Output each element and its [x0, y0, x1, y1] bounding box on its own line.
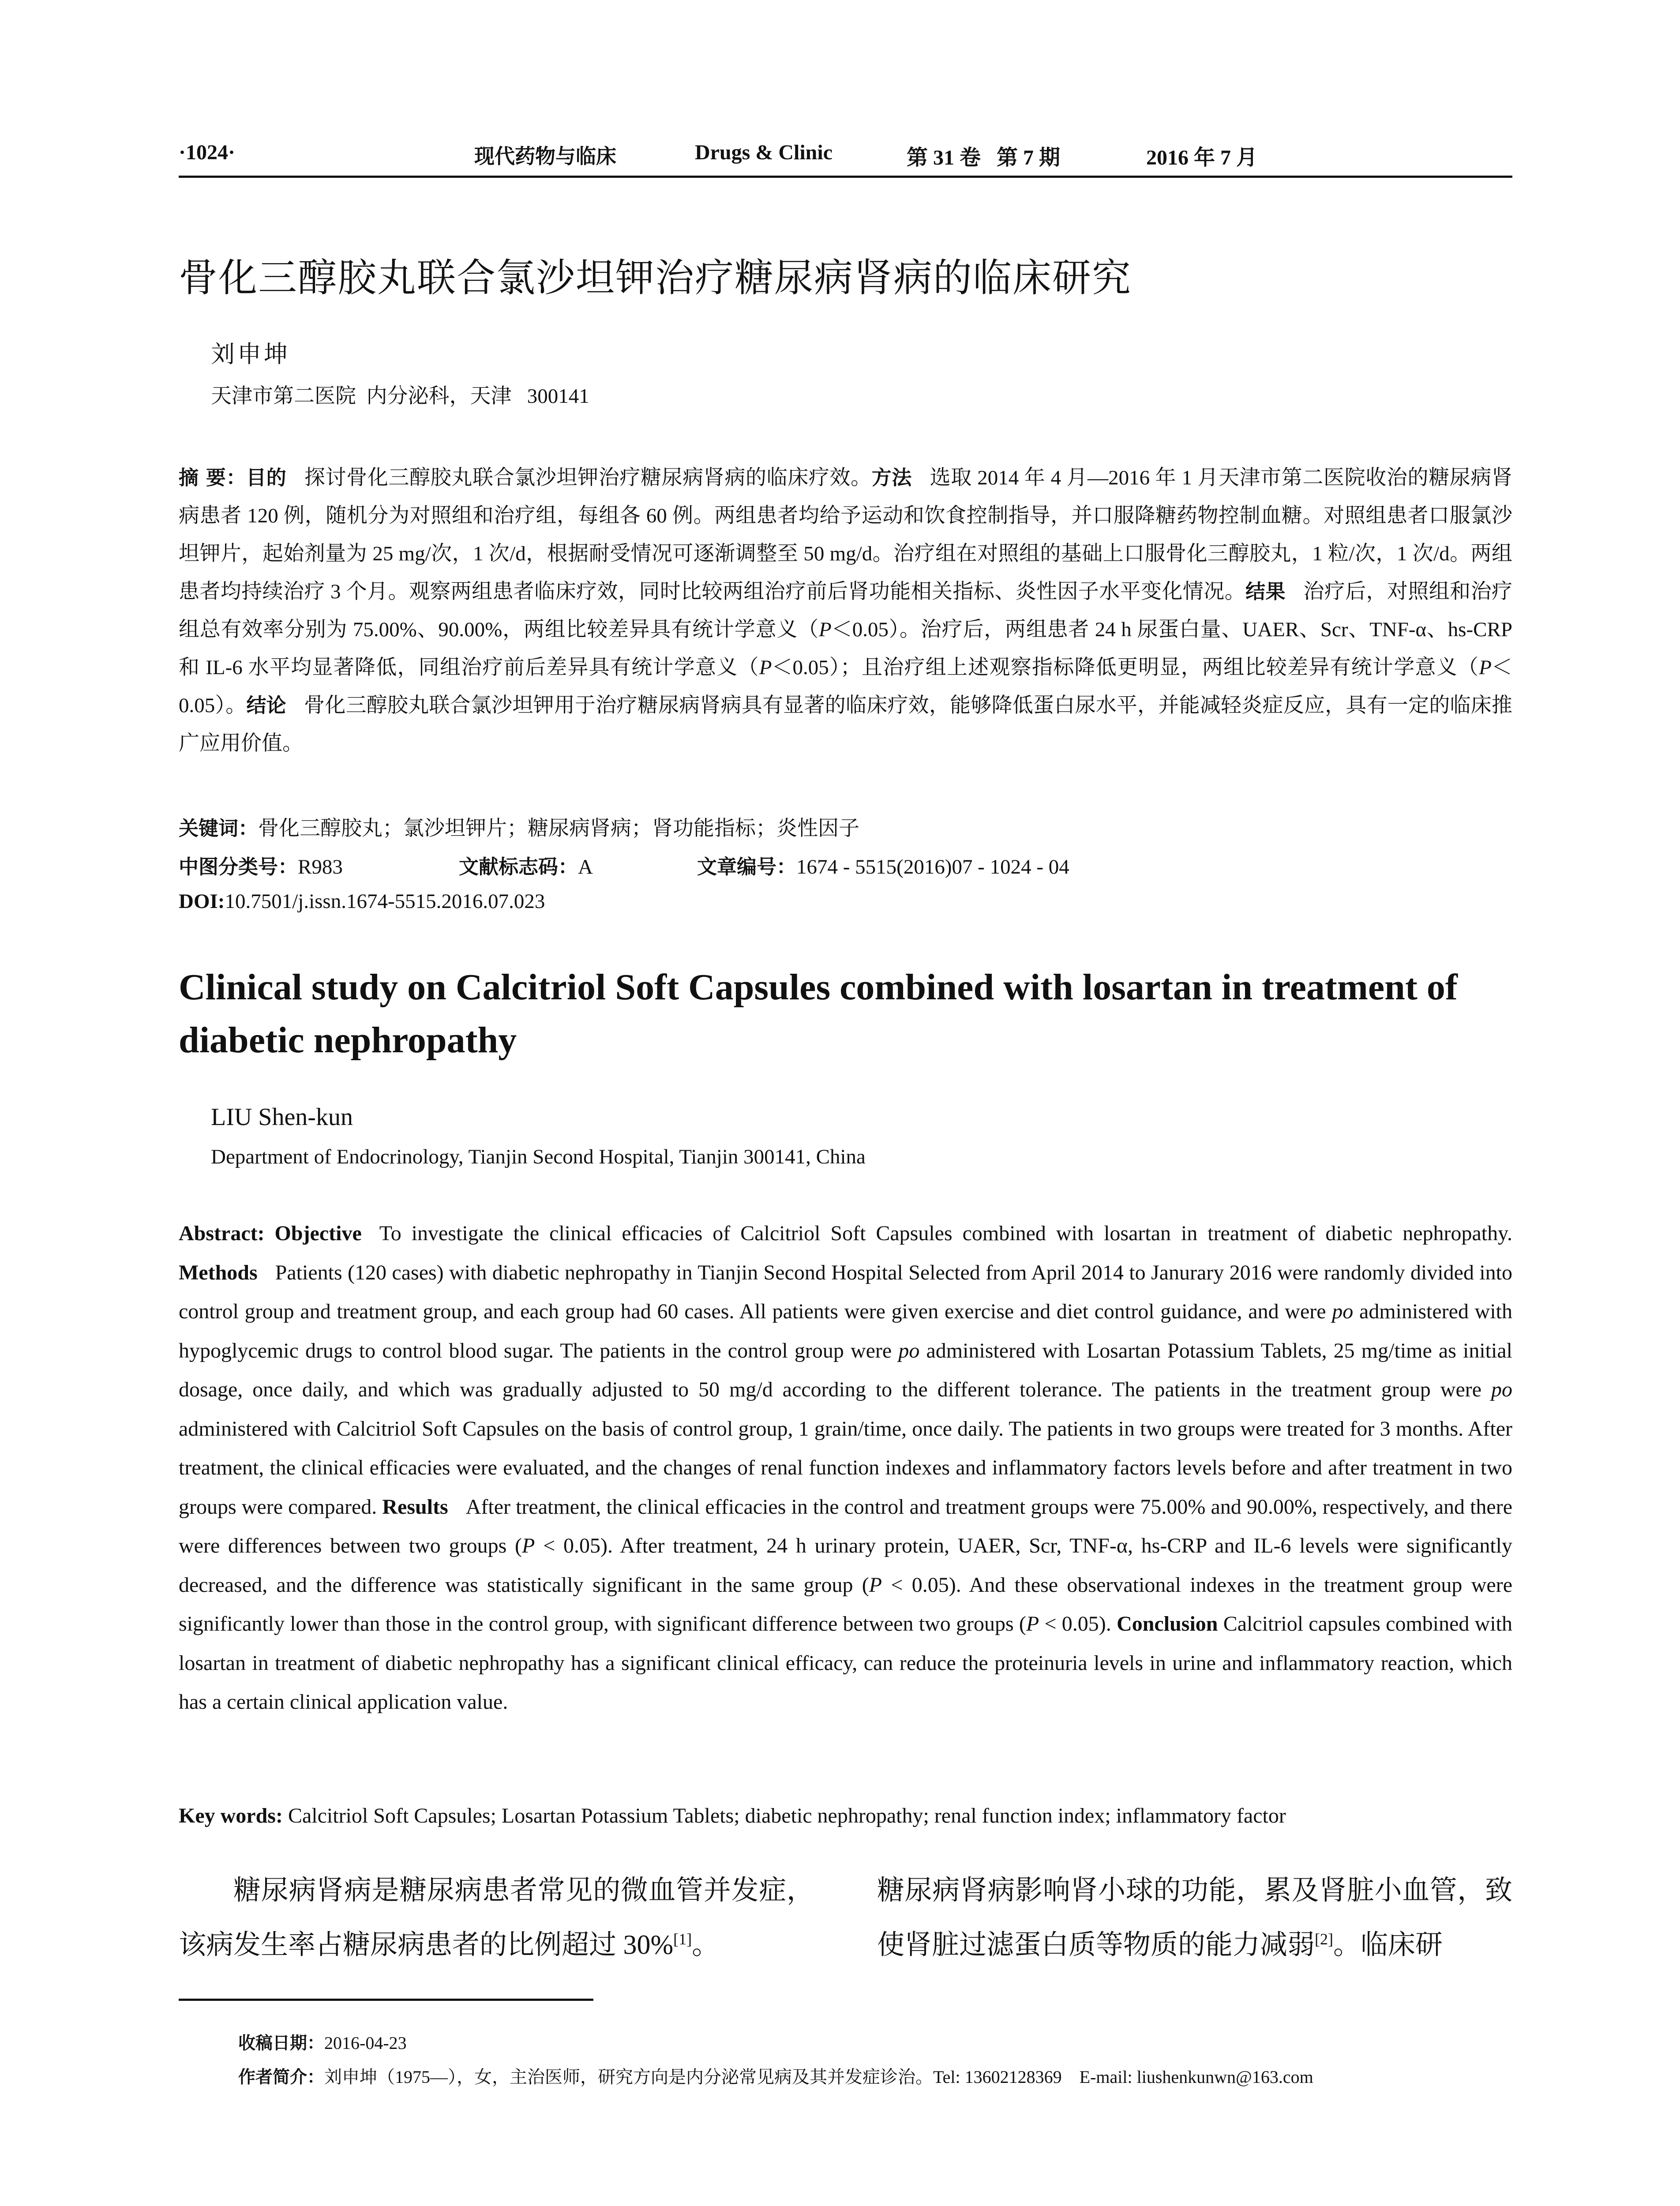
clc-value: R983	[298, 855, 343, 878]
footnote-rule	[179, 1999, 593, 2001]
article-no-value: 1674 - 5515(2016)07 - 1024 - 04	[796, 855, 1069, 878]
conclusion-label-cn: 结论	[246, 694, 286, 717]
journal-date: 2016 年 7 月	[1146, 146, 1258, 169]
p-symbol: P	[819, 618, 832, 641]
clc-label: 中图分类号：	[179, 855, 298, 878]
results-en-2: < 0.05). After treatment, 24 h urinary protein, UAER, Scr, TNF-α, hs-CRP and IL-6 levels were significantly decreased, and the difference was statistically significant in the same group (	[179, 1534, 1513, 1597]
citation-ref[interactable]: [2]	[1315, 1930, 1333, 1948]
body-left-end: 。	[692, 1930, 720, 1960]
results-en-1: After treatment, the clinical efficacies in the control and treatment groups were 75.00% and 90.00%, respectively, and there were differences between two groups (	[179, 1495, 1513, 1557]
abstract-label-cn: 摘 要：	[179, 466, 247, 489]
methods-en-3: administered with Losartan Potassium Tablets, 25 mg/time as initial dosage, once daily, and which was gradually adjusted to 50 mg/d according to the different tolerance. The patients in the treatment group were	[179, 1339, 1512, 1401]
po-abbrev: po	[1332, 1300, 1354, 1323]
author-bio: 刘申坤（1975—），女，主治医师，研究方向是内分泌常见病及其并发症诊治。Tel: 13602128369 E-mail: liushenkunwn@163.com	[324, 2067, 1313, 2087]
results-cn-2: ＜0.05）。治疗后，两组患者 24 h 尿蛋白量、UAER、Scr、TNF-α、hs-CRP 和 IL-6 水平均显著降低，同组治疗前后差异具有统计学意义（	[179, 618, 1513, 679]
results-label-en: Results	[382, 1495, 448, 1519]
p-symbol: P	[759, 656, 772, 679]
conclusion-label-en: Conclusion	[1117, 1612, 1218, 1636]
results-cn-4: ＜0.05）。	[179, 656, 1513, 717]
paper-title-cn: 骨化三醇胶丸联合氯沙坦钾治疗糖尿病肾病的临床研究	[179, 255, 1132, 300]
body-column-left	[179, 1866, 814, 1970]
journal-issue: 第 31 卷 第 7 期	[907, 146, 1061, 169]
conclusion-cn: 骨化三醇胶丸联合氯沙坦钾用于治疗糖尿病肾病具有显著的临床疗效，能够降低蛋白尿水平，并能减轻炎症反应，具有一定的临床推广应用价值。	[179, 694, 1512, 755]
methods-en-1: Patients (120 cases) with diabetic nephropathy in Tianjin Second Hospital Selected from April 2014 to Janurary 2016 were randomly divided into control group and treatment group, and each group had 60 cases. All patients were given exercise and diet control guidance, and were	[179, 1261, 1512, 1323]
page-number: ·1024·	[179, 141, 236, 164]
journal-name-cn: 现代药物与临床	[474, 144, 616, 168]
affiliation-en: Department of Endocrinology, Tianjin Second Hospital, Tianjin 300141, China	[211, 1145, 866, 1168]
bio-label: 作者简介：	[238, 2067, 325, 2087]
affiliation-cn: 天津市第二医院 内分泌科，天津 300141	[211, 385, 589, 408]
results-en-3: < 0.05). And these observational indexes in the treatment group were significantly lower than those in the control group, with significant difference between two groups (	[179, 1573, 1512, 1636]
abstract-en	[179, 1214, 1512, 1722]
body-column-right	[877, 1866, 1512, 1970]
body-right-text: 糖尿病肾病影响肾小球的功能，累及肾脏小血管，致使肾脏过滤蛋白质等物质的能力减弱	[877, 1876, 1512, 1960]
keywords-en-line	[179, 1804, 1286, 1828]
po-abbrev: po	[1491, 1378, 1513, 1401]
author-bio-line	[238, 2063, 1313, 2088]
journal-name-en: Drugs & Clinic	[695, 141, 832, 164]
article-no-line	[697, 851, 1069, 879]
body-right-end: 。临床研	[1333, 1930, 1443, 1960]
keywords-label-cn: 关键词：	[179, 817, 259, 840]
keywords-cn: 骨化三醇胶丸；氯沙坦钾片；糖尿病肾病；肾功能指标；炎性因子	[258, 817, 860, 840]
conclusion-en: Calcitriol capsules combined with losartan in treatment of diabetic nephropathy has a significant clinical efficacy, can reduce the proteinuria levels in urine and inflammatory reaction, which has a certain clinical application value.	[179, 1612, 1513, 1714]
doi-line	[179, 889, 545, 913]
abstract-label-en: Abstract: Objective	[179, 1222, 362, 1245]
objective-cn: 探讨骨化三醇胶丸联合氯沙坦钾治疗糖尿病肾病的临床疗效。	[304, 466, 872, 489]
po-abbrev: po	[898, 1339, 920, 1362]
keywords-en: Calcitriol Soft Capsules; Losartan Potassium Tablets; diabetic nephropathy; renal function index; inflammatory factor	[288, 1804, 1286, 1827]
p-symbol: P	[522, 1534, 535, 1557]
received-label: 收稿日期：	[238, 2033, 325, 2053]
p-symbol: P	[869, 1573, 882, 1597]
body-left-text: 糖尿病肾病是糖尿病患者常见的微血管并发症，该病发生率占糖尿病患者的比例超过 30%	[179, 1876, 814, 1960]
citation-ref[interactable]: [1]	[673, 1930, 692, 1948]
results-label-cn: 结果	[1245, 580, 1286, 603]
results-cn-3: ＜0.05）；且治疗组上述观察指标降低更明显，两组比较差异有统计学意义（	[772, 656, 1479, 679]
p-symbol: P	[1026, 1612, 1039, 1636]
author-cn: 刘申坤	[211, 340, 290, 368]
methods-en-2: administered with hypoglycemic drugs to control blood sugar. The patients in the control group were	[179, 1300, 1513, 1362]
article-no-label: 文章编号：	[697, 855, 797, 878]
paper-title-en: Clinical study on Calcitriol Soft Capsules combined with losartan in treatment of diabetic nephropathy	[179, 967, 1458, 1061]
results-cn-1: 治疗后，对照组和治疗组总有效率分别为 75.00%、90.00%，两组比较差异具有统计学意义（	[179, 580, 1512, 641]
classification-line	[179, 851, 343, 879]
methods-label-cn: 方法	[871, 466, 912, 489]
p-symbol: P	[1479, 656, 1492, 679]
received-date-line	[238, 2030, 407, 2054]
doccode-label: 文献标志码：	[459, 855, 578, 878]
abstract-cn	[179, 459, 1512, 762]
doi-label: DOI:	[179, 890, 225, 913]
doccode-line	[459, 851, 593, 879]
methods-cn: 选取 2014 年 4 月—2016 年 1 月天津市第二医院收治的糖尿病肾病患者 120 例，随机分为对照组和治疗组，每组各 60 例。两组患者均给予运动和饮食控制指导，并口服降糖药物控制血糖。对照组患者口服氯沙坦钾片，起始剂量为 25 mg/次，1 次/d，根据耐受情况可逐渐调整至 50 mg/d。治疗组在对照组的基础上口服骨化三醇胶丸，1 粒/次，1 次/d。两组患者均持续治疗 3 个月。观察两组患者临床疗效，同时比较两组治疗前后肾功能相关指标、炎性因子水平变化情况。	[179, 466, 1512, 603]
keywords-cn-line	[179, 812, 859, 841]
methods-label-en: Methods	[179, 1261, 258, 1284]
header-rule	[179, 176, 1512, 178]
doccode-value: A	[578, 855, 593, 878]
methods-en-4: administered with Calcitriol Soft Capsules on the basis of control group, 1 grain/time, once daily. The patients in two groups were treated for 3 months. After treatment, the clinical efficacies were evaluated, and the changes of renal function indexes and inflammatory factors levels before and after treatment in two groups were compared.	[179, 1417, 1512, 1519]
objective-en: To investigate the clinical efficacies of Calcitriol Soft Capsules combined with losartan in treatment of diabetic nephropathy.	[379, 1222, 1513, 1245]
received-date: 2016-04-23	[324, 2033, 407, 2053]
keywords-label-en: Key words:	[179, 1804, 283, 1827]
results-en-4: < 0.05).	[1039, 1612, 1111, 1636]
author-en: LIU Shen-kun	[211, 1103, 353, 1131]
doi-value[interactable]: 10.7501/j.issn.1674-5515.2016.07.023	[225, 890, 545, 913]
objective-label-cn: 目的	[246, 466, 287, 489]
